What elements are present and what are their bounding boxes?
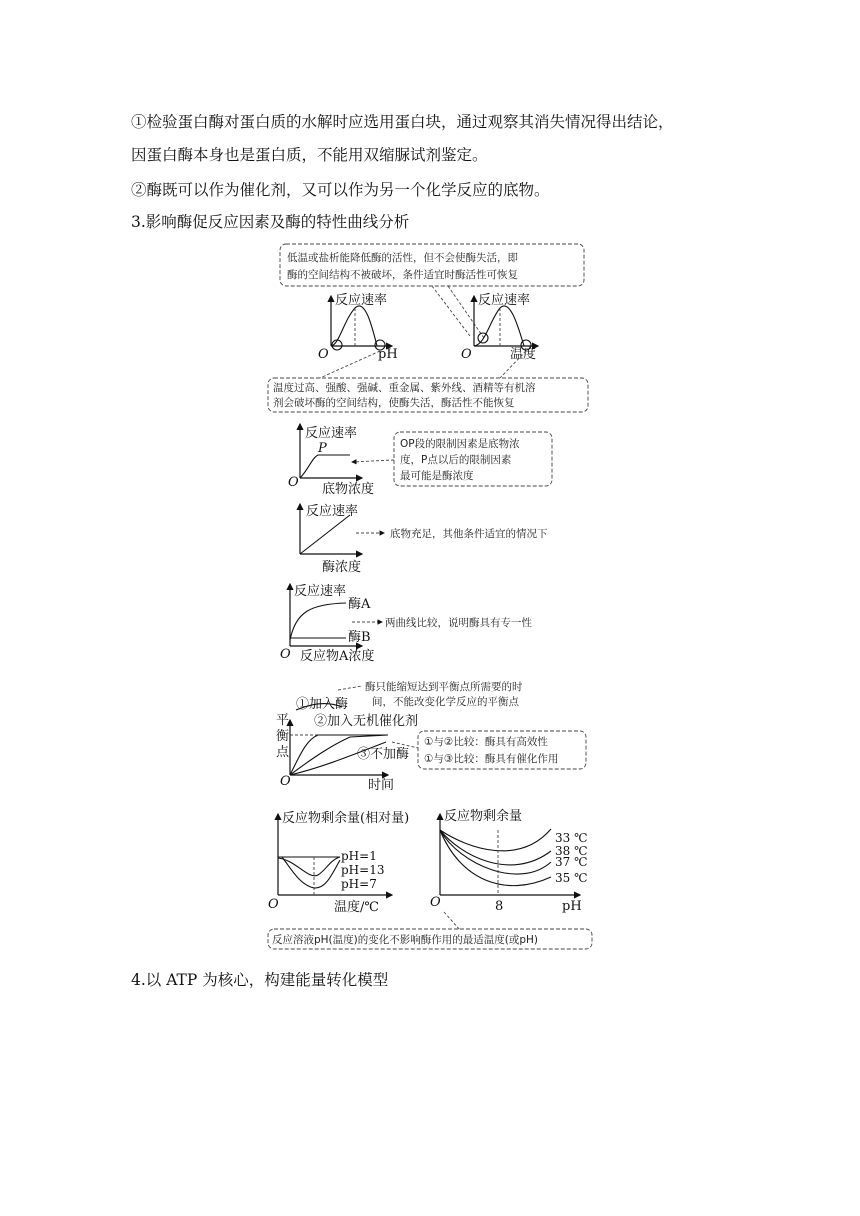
ph-tick-8: 8 [495,899,504,914]
note-equilibrium-line1: 酶只能缩短达到平衡点所需要的时 [365,681,523,693]
chart-enzyme-conc [300,503,362,575]
origin-remaining-temp-chart: O [268,897,279,912]
ph-axis-label-remaining: pH [562,899,582,914]
origin-ph-chart: O [318,347,329,362]
chart-remaining-temp [268,810,409,915]
note-low-temp-line2: 酶的空间结构不被破坏，条件适宜时酶活性可恢复 [287,269,518,281]
point-p: P [318,441,327,456]
note-compare2: ①与③比较：酶具有催化作用 [424,753,559,765]
note-op-line1: OP段的限制因素是底物浓 [400,438,520,450]
t37-label: 37 ℃ [555,855,588,869]
note-low-temp-line1: 低温或盐析能降低酶的活性，但不会使酶失活，即 [287,252,518,264]
reactant-a-conc-label: 反应物A浓度 [300,649,375,664]
temp-axis-label: 温度 [510,347,537,362]
t35-label: 35 ℃ [555,871,588,885]
note-specificity: 两曲线比较，说明酶具有专一性 [385,617,532,629]
note-high-temp-line2: 剂会破坏酶的空间结构，使酶失活，酶活性不能恢复 [273,397,515,409]
y-label-eq3: 点 [276,745,290,760]
origin-remaining-ph-chart: O [430,895,441,910]
chart-specificity [280,583,374,664]
note-compare1: ①与②比较：酶具有高效性 [424,736,548,748]
curve1-label: ①加入酶 [296,697,349,712]
note-equilibrium-line2: 间，不能改变化学反应的平衡点 [372,696,519,708]
origin-substrate-chart: O [288,475,299,490]
substrate-conc-label: 底物浓度 [322,482,375,497]
curve2-label: ②加入无机催化剂 [314,714,419,729]
note-bottom: 反应溶液pH(温度)的变化不影响酶作用的最适温度(或pH) [272,934,539,946]
paragraph-1: ①检验蛋白酶对蛋白质的水解时应选用蛋白块，通过观察其消失情况得出结论， [131,113,674,131]
note-op-line3: 最可能是酶浓度 [400,470,474,482]
temp-c-axis-label: 温度/℃ [334,900,379,915]
rate-label-enzyme-chart: 反应速率 [306,504,359,519]
section-heading-4: 4.以 ATP 为核心，构建能量转化模型 [131,971,389,989]
remaining-rel-label: 反应物剩余量(相对量) [282,811,410,826]
y-label-eq1: 平 [276,713,290,728]
ph1-label: pH=1 [341,849,377,863]
curve3-label: ③不加酶 [357,747,410,762]
chart-rate-ph [318,292,398,362]
remaining-label: 反应物剩余量 [444,809,523,824]
y-label-eq2: 衡 [276,729,290,744]
t38-label: 38 ℃ [555,844,588,858]
enzyme-b-label: 酶B [348,630,371,645]
paragraph-3: ②酶既可以作为催化剂，又可以作为另一个化学反应的底物。 [131,181,550,199]
t33-label: 33 ℃ [555,831,588,845]
time-label: 时间 [368,778,395,793]
chart-remaining-ph [430,808,588,914]
ph7-label: pH=7 [341,877,377,891]
note-enzyme-conc: 底物充足，其他条件适宜的情况下 [390,528,548,540]
origin-equilibrium-chart: O [280,774,291,789]
note-op-line2: 度，P点以后的限制因素 [400,454,512,466]
rate-label-substrate-chart: 反应速率 [305,426,358,441]
ph13-label: pH=13 [341,863,385,877]
enzyme-conc-label: 酶浓度 [322,560,362,575]
origin-specificity-chart: O [280,647,291,662]
note-high-temp-line1: 温度过高、强酸、强碱、重金属、紫外线、酒精等有机溶 [273,382,536,394]
paragraph-2: 因蛋白酶本身也是蛋白质，不能用双缩脲试剂鉴定。 [131,146,488,164]
ph-axis-label: pH [378,347,398,362]
rate-label-temp-chart: 反应速率 [478,293,531,308]
enzyme-a-label: 酶A [348,597,371,612]
origin-temp-chart: O [461,347,472,362]
rate-label-specificity-chart: 反应速率 [294,584,347,599]
chart-rate-temp [461,292,538,362]
section-heading-3: 3.影响酶促反应因素及酶的特性曲线分析 [131,213,410,231]
rate-label-ph-chart: 反应速率 [335,293,388,308]
chart-substrate-conc [288,424,374,497]
